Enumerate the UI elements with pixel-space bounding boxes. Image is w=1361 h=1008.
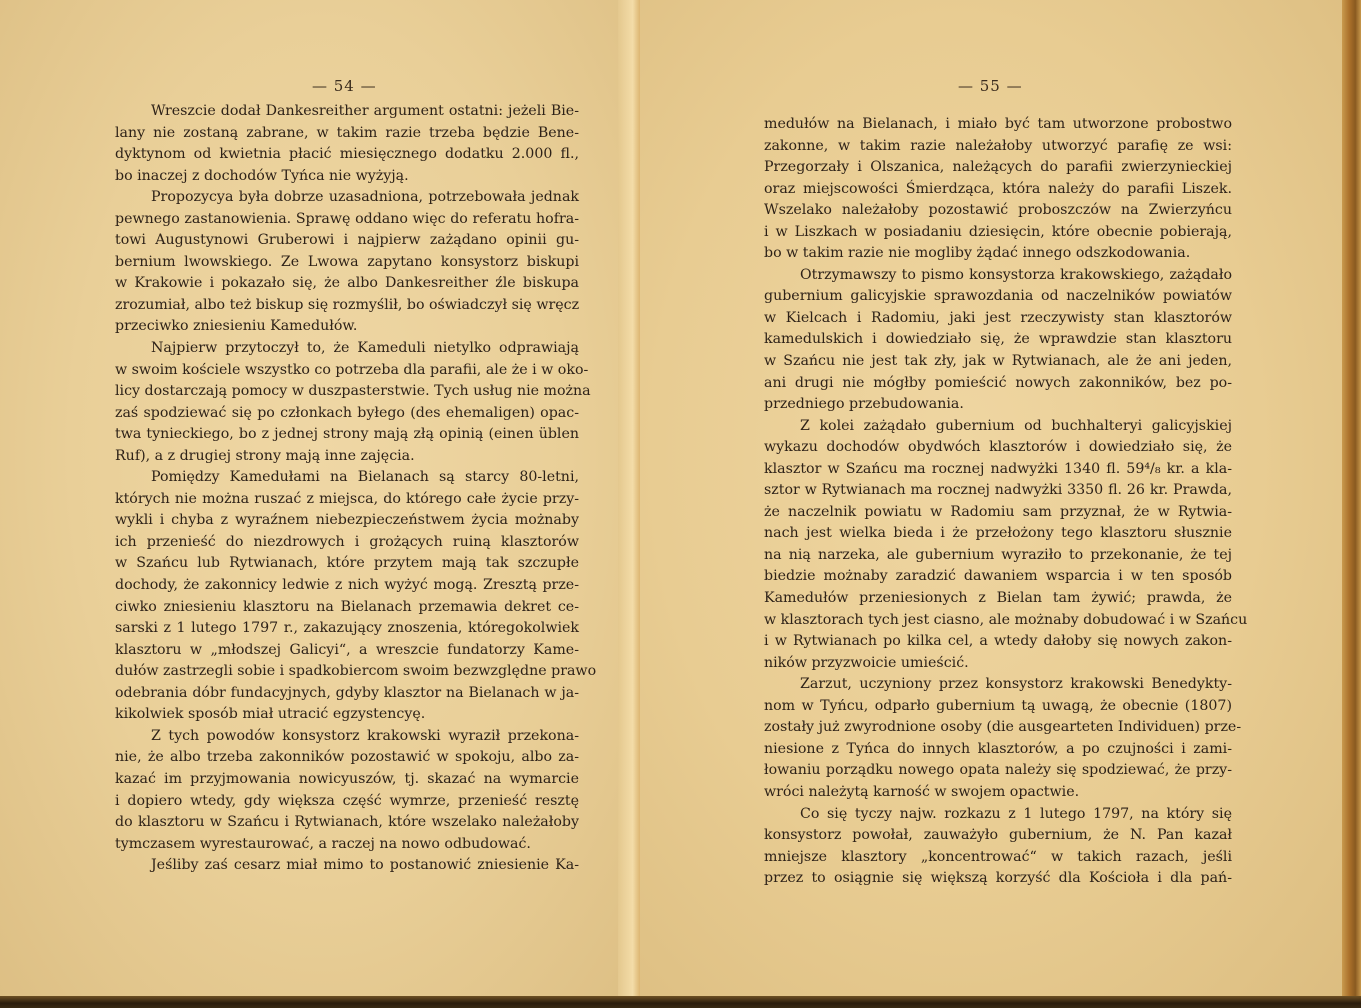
text-line: Jeśliby zaś cesarz miał mimo to postanowić zniesienie Ka- (151, 857, 579, 874)
text-line: twa tynieckiego, bo z jednej strony mają złą opinią (einen üblen (115, 426, 579, 443)
text-line: wróci należytą karność w swojem opactwie. (764, 783, 1080, 800)
text-line: klasztor w Szańcu ma rocznej nadwyżki 1340 fl. 59⁴/₈ kr. a kla- (764, 460, 1232, 477)
text-line: w swoim kościele wszystko co potrzeba dla parafii, ale że i w oko- (115, 361, 589, 378)
text-line: zostały już zwyrodnione osoby (die ausgearteten Individuen) prze- (764, 719, 1242, 736)
text-line: kazać im przyjmowania nowicyuszów, tj. skazać na wymarcie (115, 770, 579, 787)
text-line: w Krakowie i pokazało się, że albo Dankesreither źle biskupa (115, 275, 579, 292)
text-line: Z kolei zażądało gubernium od buchhalteryi galicyjskiej (800, 417, 1232, 434)
text-line: Otrzymawszy to pismo konsystorza krakowskiego, zażądało (800, 266, 1232, 283)
text-line: bernium lwowskiego. Ze Lwowa zapytano konsystorz biskupi (115, 253, 579, 270)
text-line: na nią narzeka, ale gubernium wyraziło to przekonanie, że tej (764, 546, 1232, 563)
text-line: mniejsze klasztory „koncentrować“ w takich razach, jeśli (764, 848, 1232, 865)
text-line: Propozycya była dobrze uzasadniona, potrzebowała jednak (151, 189, 579, 206)
text-line: nie, że albo trzeba zakonników pozostawić w spokoju, albo za- (115, 749, 579, 766)
text-line: Przegorzały i Olszanica, należących do parafii zwierzynieckiej (764, 159, 1232, 176)
text-line: lany nie zostaną zabrane, w takim razie trzeba będzie Bene- (115, 124, 579, 141)
text-line: sarski z 1 lutego 1797 r., zakazujący znoszenia, któregokolwiek (115, 620, 579, 637)
text-line: w Szańcu lub Rytwianach, które przytem mają tak szczupłe (115, 555, 579, 572)
text-line: sztor w Rytwianach ma rocznej nadwyżki 3350 fl. 26 kr. Prawda, (764, 482, 1232, 499)
book-bottom-edge (0, 996, 1361, 1008)
text-line: Wszelako należałoby pozostawić proboszczów na Zwierzyńcu (764, 202, 1232, 219)
text-line: gubernium galicyjskie sprawozdania od naczelników powiatów (764, 288, 1232, 305)
text-line: wykazu dochodów obydwóch klasztorów i dowiedziało się, że (764, 439, 1232, 456)
text-line: i dopiero wtedy, gdy większa część wymrze, przenieść resztę (115, 792, 579, 809)
text-line: odebrania dóbr fundacyjnych, gdyby klasztor na Bielanach w ja- (115, 684, 579, 701)
text-line: biedzie możnaby zaradzić dawaniem wsparcia i w ten sposób (764, 568, 1232, 585)
text-line: dułów zastrzegli sobie i spadkobiercom swoim bezwzględne prawo (115, 663, 597, 680)
page-number: — 55 — (958, 77, 1023, 95)
text-line: ani drugi nie mógłby pomieścić nowych zakonników, bez po- (764, 374, 1232, 391)
page-text (115, 101, 597, 877)
text-line: przez to osiągnie się większą korzyść dla Kościoła i dla pań- (764, 870, 1232, 887)
text-line: przedniego przebudowania. (764, 396, 964, 413)
text-line: pewnego zastanowienia. Sprawę oddano więc do referatu hofra- (115, 210, 579, 227)
text-line: licy dostarczają pomocy w duszpasterstwie. Tych usług nie można (115, 383, 591, 400)
text-line: dochody, że zakonnicy ledwie z nich wyżyć mogą. Zresztą prze- (115, 577, 579, 594)
text-line: Pomiędzy Kamedułami na Bielanach są starcy 80-letni, (151, 469, 579, 486)
text-line: konsystorz powołał, zauważyło gubernium, że N. Pan kazał (764, 827, 1232, 844)
text-line: bo w takim razie nie mogliby żądać innego odszkodowania. (764, 245, 1191, 262)
text-line: Co się tyczy najw. rozkazu z 1 lutego 1797, na który się (800, 805, 1232, 822)
text-line: Wreszcie dodał Dankesreither argument ostatni: jeżeli Bie- (151, 103, 579, 119)
text-line: ich przenieść do niezdrowych i grożących ruiną klasztorów (115, 533, 579, 550)
text-line: kamedulskich i dowiedziało się, że wprawdzie stan klasztoru (764, 331, 1232, 348)
text-line: łowaniu porządku nowego opata należy się spodziewać, że przy- (764, 762, 1232, 779)
text-line: kikolwiek sposób miał utracić egzystencyę. (115, 706, 426, 723)
text-line: w Szańcu nie jest tak zły, jak w Rytwianach, ale że ani jeden, (764, 353, 1232, 370)
book-edge (1342, 0, 1361, 1000)
page-text (764, 114, 1248, 890)
text-line: Zarzut, uczyniony przez konsystorz krakowski Benedykty- (800, 676, 1232, 693)
text-line: zrozumiał, albo też biskup się rozmyślił, bo oświadczył się wręcz (115, 296, 580, 313)
text-line: zakonne, w takim razie należałoby utworzyć parafię ze wsi: (764, 137, 1232, 154)
text-line: że naczelnik powiatu w Radomiu sam przyznał, że w Rytwia- (764, 503, 1232, 520)
text-line: Ruf), a z drugiej strony mają inne zajęcia. (115, 447, 415, 464)
text-line: niesione z Tyńca do innych klasztorów, a po czujności i zami- (764, 740, 1232, 757)
text-line: dyktynom od kwietnia płacić miesięcznego dodatku 2.000 fl., (115, 146, 579, 163)
page-number: — 54 — (312, 77, 377, 95)
right-page (640, 0, 1345, 1000)
text-line: których nie można ruszać z miejsca, do którego całe życie przy- (115, 490, 579, 507)
text-line: i w Rytwianach po kilka cel, a wtedy dałoby się nowych zakon- (764, 633, 1232, 650)
text-line: nach jest wielka bieda i że przełożony tego klasztoru słusznie (764, 525, 1232, 542)
text-line: medułów na Bielanach, i miało być tam utworzone probostwo (764, 116, 1232, 132)
text-line: Najpierw przytoczył to, że Kameduli nietylko odprawiają (151, 340, 579, 357)
text-line: ników przyzwoicie umieścić. (764, 654, 969, 671)
text-line: towi Augustynowi Gruberowi i najpierw zażądano opinii gu- (115, 232, 579, 249)
text-line: do klasztoru w Szańcu i Rytwianach, które wszelako należałoby (115, 814, 579, 831)
text-line: nom w Tyńcu, odparło gubernium tą uwagą, że obecnie (1807) (764, 697, 1232, 714)
text-line: bo inaczej z dochodów Tyńca nie wyżyją. (115, 167, 409, 184)
text-line: wykli i chyba z wyraźnem niebezpieczeństwem życia możnaby (115, 512, 579, 529)
text-line: Z tych powodów konsystorz krakowski wyraził przekona- (151, 727, 579, 744)
text-line: zaś spodziewać się po członkach byłego (des ehemaligen) opac- (115, 404, 579, 421)
text-line: tymczasem wyrestaurować, a raczej na nowo odbudować. (115, 835, 531, 852)
text-line: ciwko zniesieniu klasztoru na Bielanach przemawia dekret ce- (115, 598, 579, 615)
text-line: oraz miejscowości Śmierdząca, która należy do parafii Liszek. (764, 180, 1232, 197)
text-line: w Kielcach i Radomiu, jaki jest rzeczywisty stan klasztorów (764, 309, 1232, 326)
text-line: Kamedułów przeniesionych z Bielan tam żywić; prawda, że (764, 590, 1232, 607)
left-page (0, 0, 640, 1000)
text-line: w klasztorach tych jest ciasno, ale możnaby dobudować i w Szańcu (764, 611, 1248, 628)
text-line: przeciwko zniesieniu Kamedułów. (115, 318, 358, 335)
text-line: i w Liszkach w posiadaniu dziesięcin, które obecnie pobierają, (764, 223, 1232, 240)
text-line: klasztoru w „młodszej Galicyi“, a wreszcie fundatorzy Kame- (115, 641, 579, 658)
